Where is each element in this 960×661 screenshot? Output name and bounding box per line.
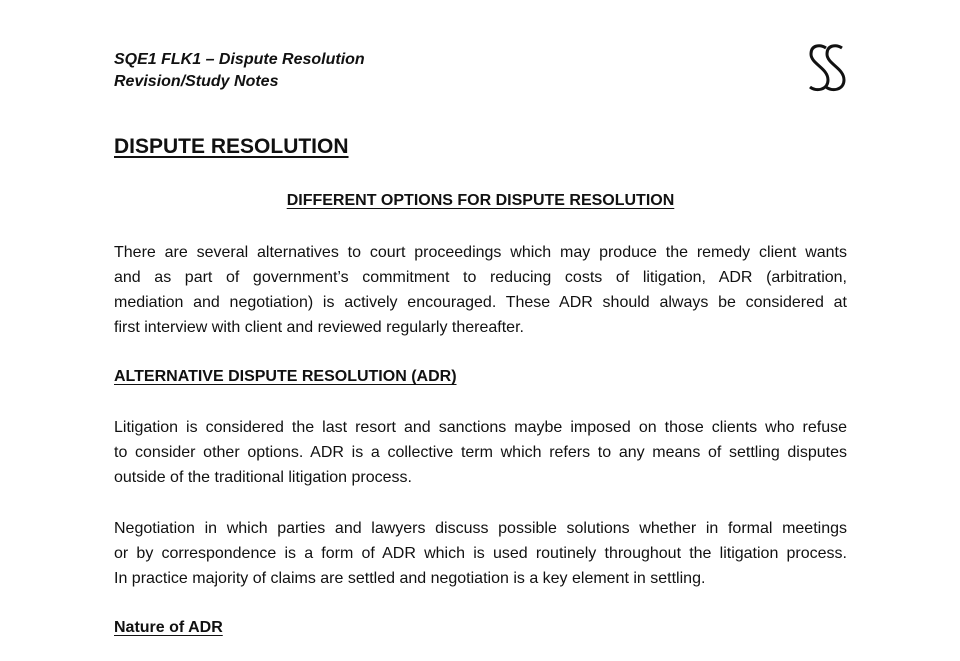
header-subtitle: Revision/Study Notes [114, 73, 279, 90]
logo-s-left [810, 46, 828, 90]
paragraph-negotiation [114, 516, 847, 591]
section-heading-options: DIFFERENT OPTIONS FOR DISPUTE RESOLUTION [286, 192, 675, 209]
document-header [114, 49, 714, 93]
text-line: or by correspondence is a form of ADR which is used routinely throughout the litigation process. [114, 545, 847, 562]
header-course-title: SQE1 FLK1 – Dispute Resolution [114, 51, 365, 68]
text-line: outside of the traditional litigation process. [114, 469, 412, 486]
text-line: to consider other options. ADR is a collective term which refers to any means of settling disputes [114, 444, 847, 461]
section-heading-adr: ALTERNATIVE DISPUTE RESOLUTION (ADR) [114, 368, 457, 385]
text-line: Litigation is considered the last resort and sanctions maybe imposed on those clients who refuse [114, 419, 847, 436]
text-line: Negotiation in which parties and lawyers discuss possible solutions whether in formal meetings [114, 520, 847, 537]
text-line: In practice majority of claims are settled and negotiation is a key element in settling. [114, 570, 706, 587]
page-title: DISPUTE RESOLUTION [114, 135, 349, 158]
paragraph-litigation [114, 415, 847, 490]
text-line: There are several alternatives to court proceedings which may produce the remedy client wants [114, 244, 847, 261]
text-line: first interview with client and reviewed regularly thereafter. [114, 319, 524, 336]
text-line: mediation and negotiation) is actively encouraged. These ADR should always be considered at [114, 294, 847, 311]
section-heading-nature: Nature of ADR [114, 619, 223, 636]
ss-logo [806, 42, 848, 94]
paragraph-options [114, 240, 847, 340]
text-line: and as part of government’s commitment to reducing costs of litigation, ADR (arbitration, [114, 269, 847, 286]
